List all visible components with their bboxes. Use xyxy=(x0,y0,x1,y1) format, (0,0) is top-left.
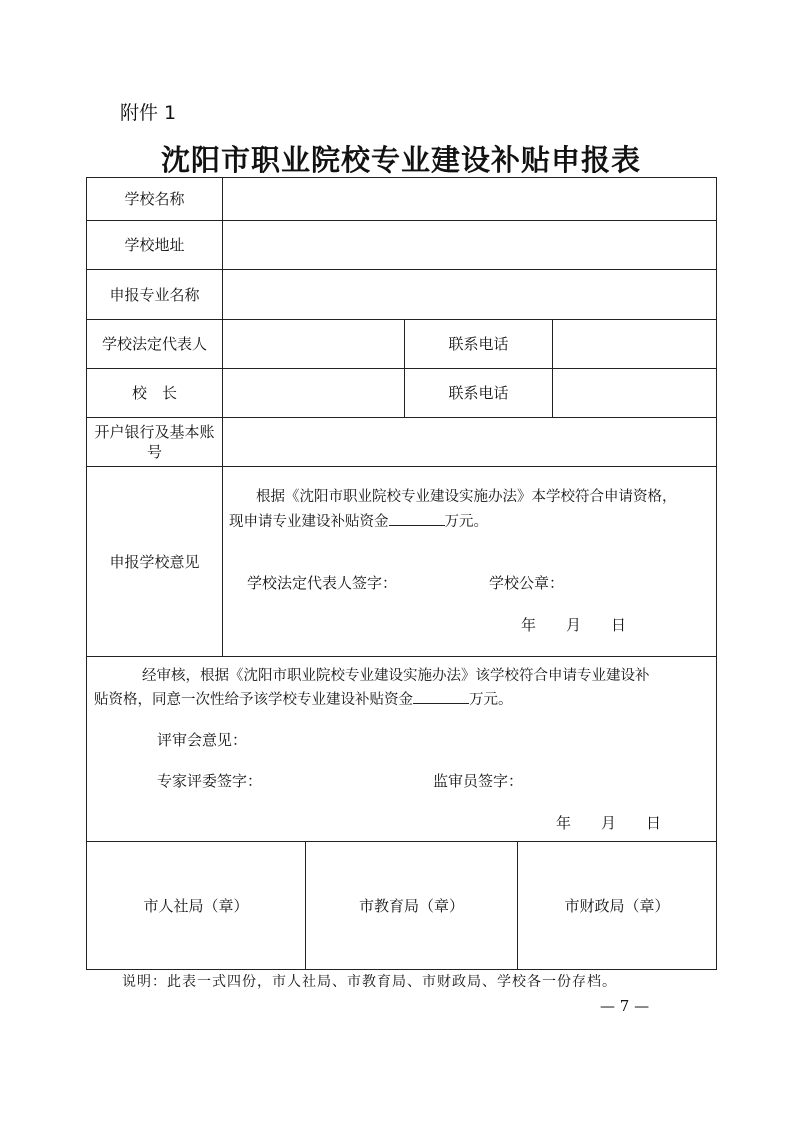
finance-bureau-seal: 市财政局（章） xyxy=(564,896,670,915)
label-school-opinion: 申报学校意见 xyxy=(109,552,200,571)
amount-unit: 万元。 xyxy=(469,692,513,708)
education-bureau-seal: 市教育局（章） xyxy=(358,896,464,915)
review-text: 贴资格，同意一次性给予该学校专业建设补贴资金 xyxy=(94,692,413,708)
rep-signature-label: 学校法定代表人签字： xyxy=(247,574,398,592)
label-contact-phone: 联系电话 xyxy=(448,384,509,402)
row-divider xyxy=(86,656,717,657)
school-seal-label: 学校公章： xyxy=(489,574,565,592)
school-address-field[interactable] xyxy=(223,221,716,269)
table-border-bottom xyxy=(86,969,717,970)
table-border-right xyxy=(716,177,717,969)
hr-bureau-seal: 市人社局（章） xyxy=(143,896,249,915)
page-number: — 7 — xyxy=(600,997,650,1015)
label-legal-representative: 学校法定代表人 xyxy=(101,335,207,353)
review-text: 经审核，根据《沈阳市职业院校专业建设实施办法》该学校符合申请专业建设补 xyxy=(142,668,650,684)
amount-unit: 万元。 xyxy=(444,514,488,530)
bank-account-field[interactable] xyxy=(223,418,716,466)
form-note: 说明：此表一式四份，市人社局、市教育局、市财政局、学校各一份存档。 xyxy=(122,974,617,990)
school-opinion-text: 根据《沈阳市职业院校专业建设实施办法》本学校符合申请资格， xyxy=(256,489,677,505)
school-opinion-date: 年 月 日 xyxy=(521,616,627,634)
review-amount-blank[interactable] xyxy=(413,688,469,704)
principal-field[interactable] xyxy=(223,369,404,417)
school-name-field[interactable] xyxy=(223,178,716,220)
label-contact-phone: 联系电话 xyxy=(448,335,509,353)
committee-opinion-label: 评审会意见： xyxy=(157,731,248,749)
attachment-label: 附件 1 xyxy=(120,102,177,124)
school-opinion-text: 现申请专业建设补贴资金 xyxy=(229,514,389,530)
label-school-name: 学校名称 xyxy=(124,190,185,208)
principal-phone-field[interactable] xyxy=(553,369,716,417)
review-date: 年 月 日 xyxy=(556,814,662,832)
school-amount-blank[interactable] xyxy=(389,510,445,526)
expert-signature-label: 专家评委签字： xyxy=(157,772,263,790)
supervisor-signature-label: 监审员签字： xyxy=(433,772,524,790)
label-school-address: 学校地址 xyxy=(124,236,185,254)
school-opinion-amount-line xyxy=(229,510,488,533)
major-name-field[interactable] xyxy=(223,270,716,319)
review-amount-line xyxy=(94,688,513,711)
label-principal: 校 长 xyxy=(131,384,177,402)
label-bank-account: 开户银行及基本账号 xyxy=(94,423,215,461)
form-title: 沈阳市职业院校专业建设补贴申报表 xyxy=(160,143,641,177)
legal-representative-field[interactable] xyxy=(223,320,404,368)
legal-representative-phone-field[interactable] xyxy=(553,320,716,368)
label-major-name: 申报专业名称 xyxy=(109,285,200,304)
